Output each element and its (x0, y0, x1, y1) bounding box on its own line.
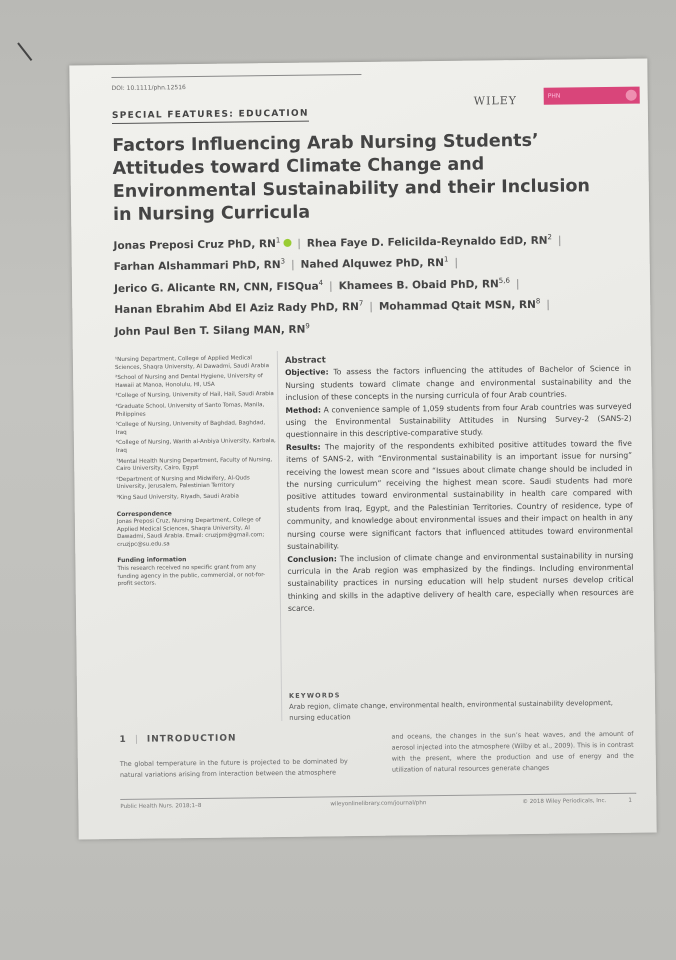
author (301, 257, 449, 271)
intro-heading (119, 734, 236, 745)
publisher-logo: WILEY (473, 94, 518, 108)
article-title: Factors Influencing Arab Nursing Students’ Attitudes toward Climate Change and Environmental Sustainability and their Inclusion in Nursing Curricula (112, 130, 591, 226)
author-affiliation-number: 8 (535, 297, 541, 306)
keywords (289, 687, 635, 724)
author-affiliation-number: 3 (280, 257, 286, 266)
author-separator: | (290, 258, 295, 271)
author (113, 237, 291, 251)
author-affiliation-number: 9 (305, 321, 310, 330)
affiliation: ⁴Graduate School, University of Santo Tomas, Manila, Philippines (115, 402, 265, 418)
affiliation: ³College of Nursing, University of Hail, Hail, Saudi Arabia (115, 391, 274, 400)
section-number: 1 (119, 734, 127, 745)
author-name: Rhea Faye D. Felicilda-Reynaldo EdD, RN (306, 234, 548, 250)
header-rule (111, 74, 361, 78)
author-separator: | (329, 279, 333, 292)
section-title: INTRODUCTION (146, 733, 237, 745)
author-name: Jonas Preposi Cruz PhD, RN (113, 237, 276, 252)
abstract-conclusion (287, 549, 634, 615)
author (339, 278, 510, 292)
journal-logo-icon (626, 90, 637, 101)
footer-url: wileyonlinelibrary.com/journal/phn (330, 800, 427, 808)
method-label: Method: (285, 405, 322, 415)
intro-column-1: The global temperature in the future is projected to be dominated by natural variations arising from interaction between the atmosphere (119, 757, 348, 779)
author-separator: | (369, 300, 373, 313)
author-affiliation-number: 1 (443, 255, 449, 264)
affiliation: ²School of Nursing and Dental Hygiene, University of Hawaii at Manoa, Honolulu, HI, USA (115, 373, 263, 389)
section-label: SPECIAL FEATURES: EDUCATION (112, 109, 309, 124)
page-footer (120, 793, 636, 813)
author (379, 299, 541, 313)
author-name: Farhan Alshammari PhD, RN (113, 258, 281, 274)
intro-column-2: and oceans, the changes in the sun’s heat waves, and the amount of aerosol injected into the atmosphere (Wilby et al., 2009). This is in contrast with the present, where the production and use of energy and the utilization of natural resources generate changes (391, 729, 634, 774)
author-affiliation-number: 5,6 (498, 276, 510, 285)
pen-mark (17, 42, 32, 61)
abstract-method (285, 400, 631, 441)
paper-page (69, 58, 656, 839)
journal-badge (544, 87, 640, 105)
keywords-text: Arab region, climate change, environmental health, environmental sustainability development, nursing education (289, 698, 613, 722)
abstract (285, 351, 634, 616)
affiliation: ¹Nursing Department, College of Applied Medical Sciences, Shaqra University, Al Dawadmi, Saudi Arabia (114, 355, 270, 371)
correspondence-text: Jonas Preposi Cruz, Nursing Department, College of Applied Medical Sciences, Shaqra University, Al Dawadmi, Saudi Arabia. Email: cruzjpm@gmail.com; cruzjpc@su.edu.sa (116, 517, 265, 548)
author-name: John Paul Ben T. Silang MAN, RN (114, 323, 306, 338)
abstract-results (286, 438, 633, 554)
doi: DOI: 10.1111/phn.12516 (111, 84, 186, 93)
funding-text: This research received no specific grant from any funding agency in the public, commercial, or not-for-profit sectors. (117, 564, 266, 588)
author-affiliation-number: 1 (275, 235, 281, 245)
results-text: The majority of the respondents exhibited positive attitudes toward the five items of SANS-2, with “Environmental sustainability is an important issue for nursing” receiving the lowest mean score and “Issues about climate change should be included in the nursing curriculum” receiving the highest mean score. Saudi students had more positive attitudes toward environmental sustainability in health care compared with students from Iraq, Egypt, and the Palestinian Territories. Country of residence, type of community, and knowledge about environmental issues and their impact on health in any nursing course were significant factors that influenced attitudes toward environmental sustainability. (286, 438, 634, 552)
affiliations (115, 355, 278, 589)
affiliation: ⁶College of Nursing, Warith al-Anbiya University, Karbala, Iraq (115, 438, 276, 454)
author-name: Hanan Ebrahim Abd El Aziz Rady PhD, RN (114, 301, 359, 317)
conclusion-text: The inclusion of climate change and environmental sustainability in nursing curricula in the Arab region was emphasized by the findings. Including environmental sustainability practices in nursing education will help student nurses develop critical thinking and skills in the adaptive delivery of health care, especially when resources are scarce. (287, 550, 634, 614)
abstract-heading: Abstract (284, 355, 326, 366)
method-text: A convenience sample of 1,059 students from four Arab countries was surveyed using the Environmental Sustainability Attitudes in Nursing Survey-2 (SANS-2) questionnaire in this descriptive-comparative study. (285, 401, 632, 440)
author-name: Khamees B. Obaid PhD, RN (338, 277, 499, 292)
author-list (113, 227, 614, 341)
author-affiliation-number: 4 (318, 278, 324, 287)
objective-text: To assess the factors influencing the attitudes of Bachelor of Science in Nursing students toward climate change and environmental sustainability and the inclusion of these concepts in the nursing curricula of four Arab countries. (285, 364, 632, 403)
footer-citation: Public Health Nurs. 2018;1–8 (120, 803, 202, 810)
author (307, 234, 552, 249)
footer-copyright: © 2018 Wiley Periodicals, Inc. (522, 798, 607, 806)
author (114, 323, 309, 337)
abstract-objective (285, 363, 631, 404)
author-separator: | (557, 234, 562, 247)
author-separator: | (297, 237, 301, 250)
page-number: 1 (628, 797, 632, 804)
author-affiliation-number: 7 (358, 299, 364, 308)
objective-label: Objective: (285, 367, 329, 378)
results-label: Results: (285, 442, 321, 452)
correspondence-heading: Correspondence (116, 509, 172, 518)
orcid-icon[interactable] (283, 238, 291, 246)
author-name: Jerico G. Alicante RN, CNN, FISQua (113, 280, 319, 295)
heading-divider: | (134, 734, 139, 745)
funding-heading: Funding information (117, 556, 187, 565)
author-affiliation-number: 2 (547, 232, 553, 241)
author-name: Mohammad Qtait MSN, RN (378, 298, 536, 313)
author-separator: | (454, 256, 459, 269)
affiliation: ⁹King Saud University, Riyadh, Saudi Arabia (116, 493, 239, 501)
author-separator: | (515, 277, 520, 290)
conclusion-label: Conclusion: (287, 553, 337, 564)
author-name: Nahed Alquwez PhD, RN (300, 256, 445, 271)
affiliation: ⁸Department of Nursing and Midwifery, Al-Quds University, Jerusalem, Palestinian Territory (116, 475, 250, 491)
affiliation: ⁷Mental Health Nursing Department, Faculty of Nursing, Cairo University, Cairo, Egypt (116, 456, 273, 473)
author-separator: | (546, 298, 550, 311)
author (114, 259, 285, 273)
journal-badge-text: PHN (547, 92, 561, 100)
author (114, 280, 323, 295)
affiliation: ⁵College of Nursing, University of Baghdad, Baghdad, Iraq (115, 420, 266, 436)
column-divider (277, 351, 283, 721)
keywords-heading: KEYWORDS (288, 691, 341, 700)
author (114, 301, 363, 316)
